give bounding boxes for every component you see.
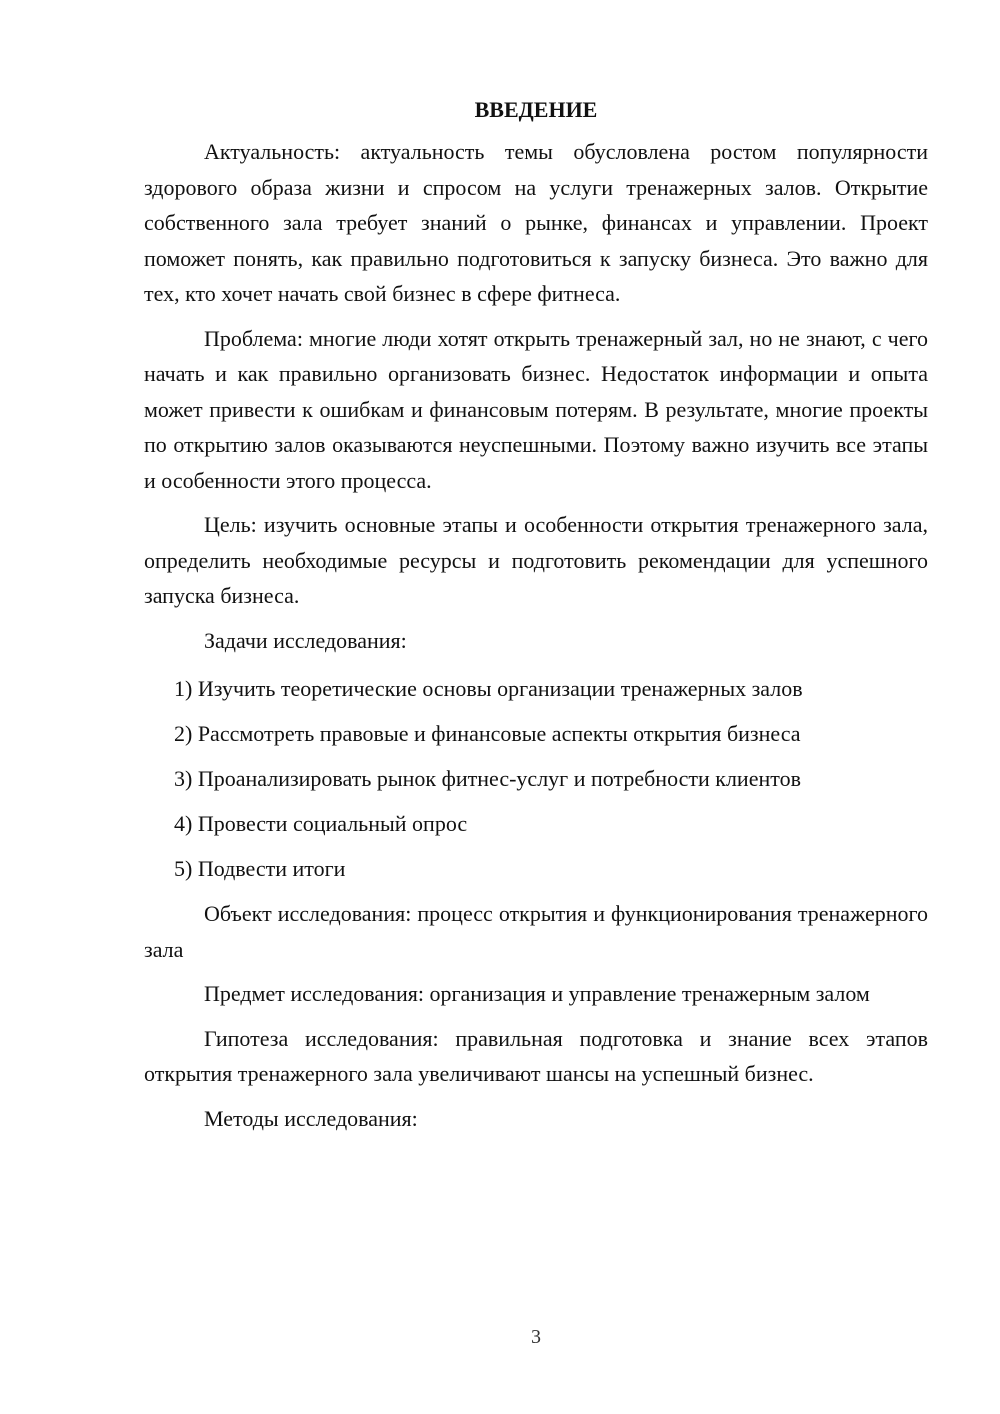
task-item: 2) Рассмотреть правовые и финансовые аспекты открытия бизнеса (174, 721, 801, 747)
task-item: 4) Провести социальный опрос (174, 811, 468, 837)
document-page (144, 92, 928, 1149)
relevance-paragraph: Актуальность: актуальность темы обусловлена ростом популярности здорового образа жизни и спросом на услуги тренажерных залов. Открытие собственного зала требует знаний о рынке, финансах и управлении. Проект поможет понять, как правильно подготовиться к запуску бизнеса. Это важно для тех, кто хочет начать свой бизнес в сфере фитнеса. (144, 139, 928, 306)
task-item: 1) Изучить теоретические основы организации тренажерных залов (174, 676, 803, 701)
tasks-heading: Задачи исследования: (204, 627, 407, 653)
subject-paragraph: Предмет исследования: организация и управление тренажерным залом (204, 981, 870, 1007)
page-number: 3 (531, 1326, 541, 1348)
problem-paragraph: Проблема: многие люди хотят открыть тренажерный зал, но не знают, с чего начать и как правильно организовать бизнес. Недостаток информации и опыта может привести к ошибкам и финансовым потерям. В результате, многие проекты по открытию залов оказываются неуспешными. Поэтому важно изучить все этапы и особенности этого процесса. (144, 325, 928, 493)
page-title: ВВЕДЕНИЕ (474, 97, 598, 122)
hypothesis-paragraph: Гипотеза исследования: правильная подготовка и знание всех этапов открытия тренажерного зала увеличивают шансы на успешный бизнес. (144, 1025, 928, 1087)
object-paragraph: Объект исследования: процесс открытия и функционирования тренажерного зала (144, 901, 928, 962)
tasks-list (144, 671, 928, 887)
goal-paragraph: Цель: изучить основные этапы и особенности открытия тренажерного зала, определить необходимые ресурсы и подготовить рекомендации для успешного запуска бизнеса. (144, 512, 928, 608)
task-item: 5) Подвести итоги (174, 856, 346, 882)
methods-heading: Методы исследования: (204, 1105, 418, 1131)
task-item: 3) Проанализировать рынок фитнес-услуг и потребности клиентов (174, 766, 801, 792)
